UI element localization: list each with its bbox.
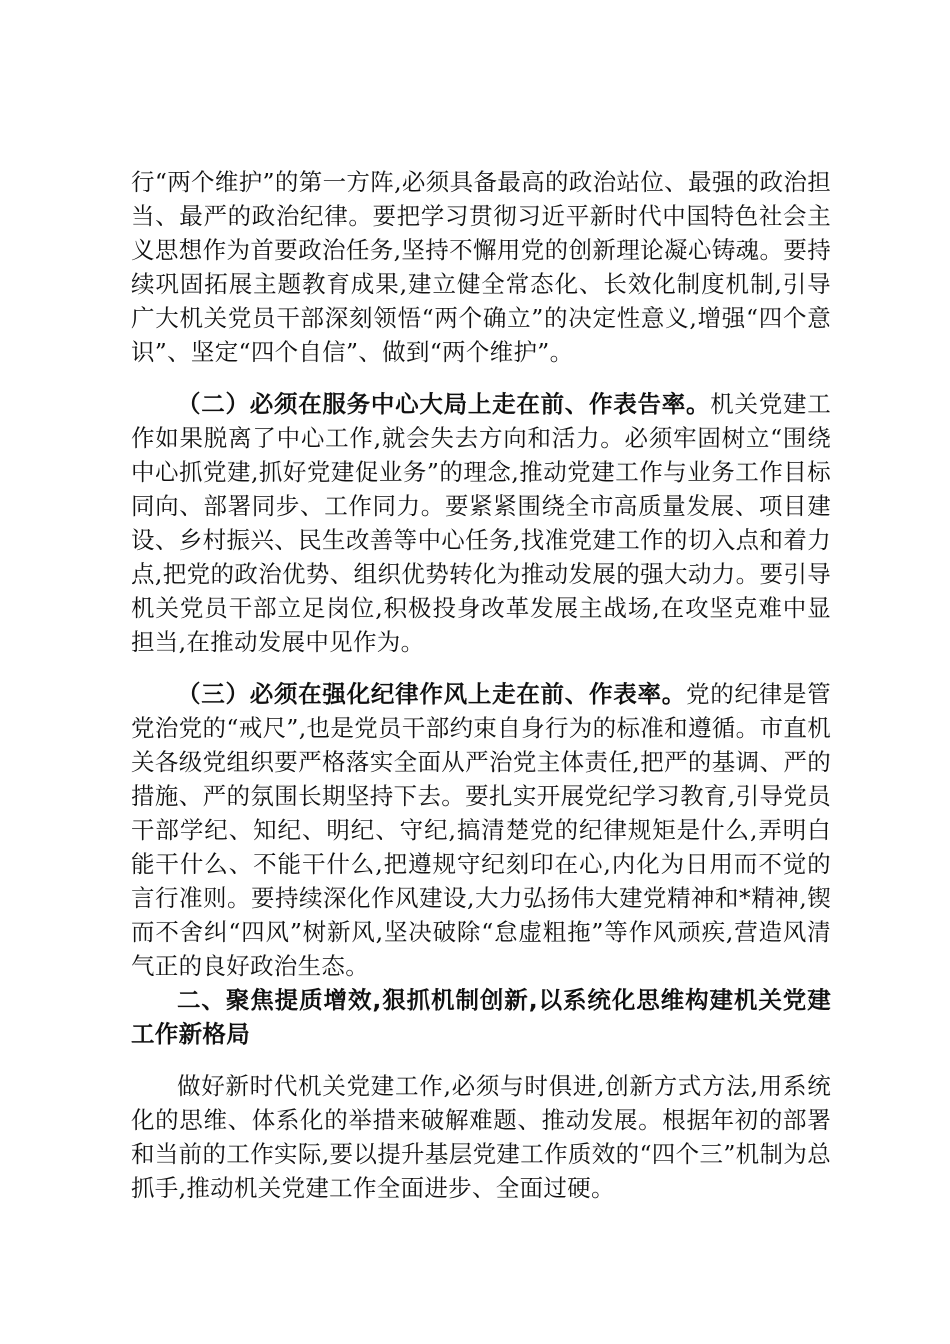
paragraph-2 [131, 387, 831, 659]
paragraph-2-body: 机关党建工作如果脱离了中心工作,就会失去方向和活力。必须牢固树立“围绕中心抓党建,抓好党建促业务”的理念,推动党建工作与业务工作目标同向、部署同步、工作同力。要紧紧围绕全市高质量发展、项目建设、乡村振兴、民生改善等中心任务,找准党建工作的切入点和着力点,把党的政治优势、组织优势转化为推动发展的强大动力。要引导机关党员干部立足岗位,积极投身改革发展主战场,在攻坚克难中显担当,在推动发展中见作为。 [131, 390, 832, 656]
paragraph-3-body: 党的纪律是管党治党的“戒尺”,也是党员干部约束自身行为的标准和遵循。市直机关各级党组织要严格落实全面从严治党主体责任,把严的基调、严的措施、严的氛围长期坚持下去。要扎实开展党纪学习教育,引导党员干部学纪、知纪、明纪、守纪,搞清楚党的纪律规矩是什么,弄明白能干什么、不能干什么,把遵规守纪刻印在心,内化为日用而不觉的言行准则。要持续深化作风建设,大力弘扬伟大建党精神和*精神,锲而不舍纠“四风”树新风,坚决破除“怠虚粗拖”等作风顽疾,营造风清气正的良好政治生态。 [131, 680, 831, 980]
section-heading: 二、聚焦提质增效,狠抓机制创新,以系统化思维构建机关党建工作新格局 [131, 986, 831, 1048]
paragraph-1: 行“两个维护”的第一方阵,必须具备最高的政治站位、最强的政治担当、最严的政治纪律。要把学习贯彻习近平新时代中国特色社会主义思想作为首要政治任务,坚持不懈用党的创新理论凝心铸魂。要持续巩固拓展主题教育成果,建立健全常态化、长效化制度机制,引导广大机关党员干部深刻领悟“两个确立”的决定性意义,增强“四个意识”、坚定“四个自信”、做到“两个维护”。 [131, 168, 831, 366]
paragraph-2-lead: （二）必须在服务中心大局上走在前、作表告率。 [177, 390, 711, 418]
paragraph-4: 做好新时代机关党建工作,必须与时俱进,创新方式方法,用系统化的思维、体系化的举措来破解难题、推动发展。根据年初的部署和当前的工作实际,要以提升基层党建工作质效的“四个三”机制为总抓手,推动机关党建工作全面进步、全面过硬。 [131, 1072, 831, 1202]
paragraph-3-lead: （三）必须在强化纪律作风上走在前、作表率。 [177, 680, 686, 708]
document-page [131, 165, 831, 1205]
paragraph-3 [131, 677, 831, 983]
